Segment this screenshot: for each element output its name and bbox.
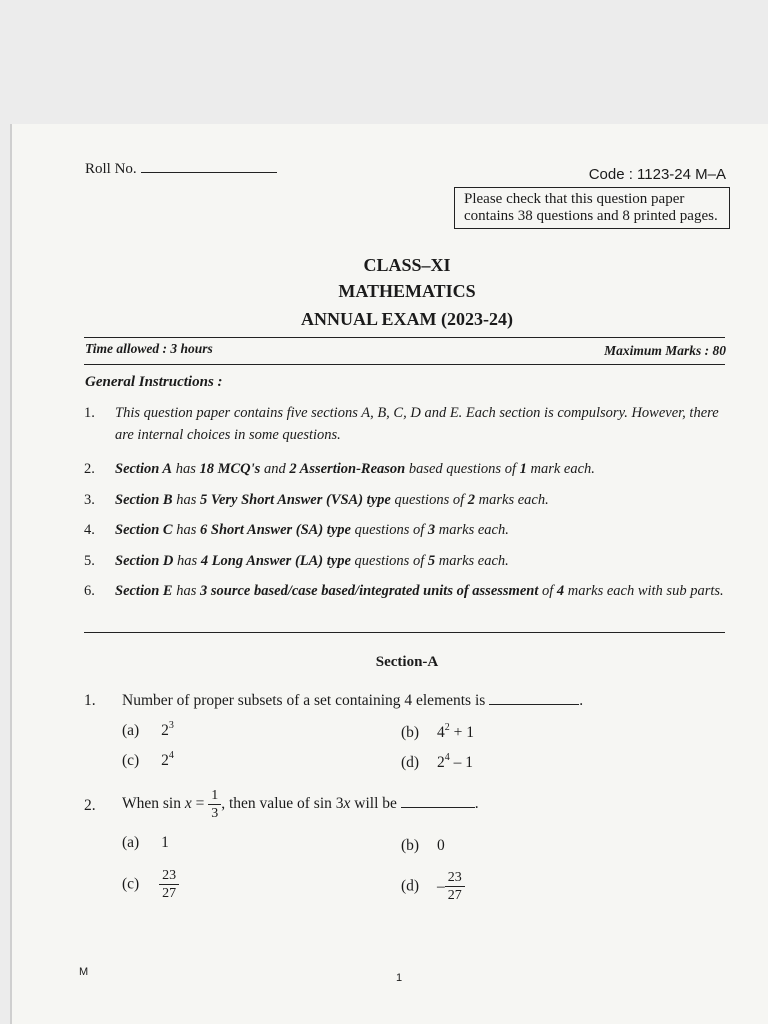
instructions-title: General Instructions :: [85, 374, 223, 390]
instruction-item: [84, 402, 728, 446]
instruction-number: 2.: [84, 461, 95, 477]
q2-option-a: (a) 1: [122, 834, 169, 851]
question-1-text: Number of proper subsets of a set containing 4 elements is .: [122, 692, 584, 709]
instruction-number: 6.: [84, 583, 95, 599]
roll-number-blank: [141, 160, 277, 173]
time-allowed: Time allowed : 3 hours: [85, 341, 213, 356]
question-2-number: 2.: [84, 797, 96, 814]
divider-instructions: [84, 632, 725, 633]
instruction-text: Section B has 5 Very Short Answer (VSA) type questions of 2 marks each.: [115, 492, 549, 508]
instruction-text: Section C has 6 Short Answer (SA) type questions of 3 marks each.: [115, 522, 509, 538]
roll-number-label: Roll No.: [85, 161, 137, 177]
class-title: CLASS–XI: [363, 255, 451, 275]
instruction-item: [84, 489, 728, 511]
answer-blank: [401, 795, 475, 808]
instruction-item: [84, 519, 728, 541]
check-pages-note: Please check that this question paper contains 38 questions and 8 printed pages.: [454, 187, 730, 229]
footer-series-mark: M: [79, 966, 89, 978]
q2-option-b: (b) 0: [401, 837, 445, 854]
instruction-item: [84, 458, 728, 480]
instruction-number: 4.: [84, 522, 95, 538]
instruction-text: Section A has 18 MCQ's and 2 Assertion-Reason based questions of 1 mark each.: [115, 461, 595, 477]
question-1-number: 1.: [84, 692, 96, 709]
answer-blank: [489, 692, 579, 705]
q1-option-c: (c) $2^4$: [122, 750, 174, 769]
fraction: $\frac{23}{27}$: [159, 867, 179, 902]
exam-page: [10, 124, 768, 1024]
divider-bottom: [84, 364, 725, 365]
roll-number-field: [85, 160, 277, 178]
q2-option-c: (c) $\frac{23}{27}$: [122, 867, 179, 902]
instruction-item: [84, 550, 728, 572]
q2-option-d: (d) – $\frac{23}{27}$: [401, 869, 465, 904]
q1-option-a: (a) $2^3$: [122, 720, 174, 739]
instruction-text: This question paper contains five sections A, B, C, D and E. Each section is compulsory. However, there are internal choices in some questions.: [115, 405, 719, 443]
subject-title: MATHEMATICS: [338, 281, 476, 301]
paper-code: Code : 1123-24 M–A: [588, 166, 726, 183]
maximum-marks: Maximum Marks : 80: [604, 343, 726, 358]
question-2-text: When sin x = $\frac{1}{3}$ , then value of sin 3x will be .: [122, 788, 479, 821]
page-number: 1: [396, 972, 403, 984]
section-a-title: Section-A: [375, 654, 439, 670]
instruction-number: 5.: [84, 553, 95, 569]
instruction-item: [84, 580, 728, 602]
q1-option-d: (d) $2^4 - 1$: [401, 752, 473, 771]
instruction-number: 1.: [84, 405, 95, 421]
q1-option-b: (b) $4^2 + 1$: [401, 722, 474, 741]
instruction-text: Section D has 4 Long Answer (LA) type questions of 5 marks each.: [115, 553, 509, 569]
exam-title: ANNUAL EXAM (2023-24): [301, 309, 513, 329]
instruction-text: Section E has 3 source based/case based/integrated units of assessment of 4 marks each with sub parts.: [115, 583, 724, 599]
instruction-number: 3.: [84, 492, 95, 508]
fraction: $\frac{1}{3}$: [208, 787, 221, 822]
fraction: $\frac{23}{27}$: [445, 869, 465, 904]
divider-top: [84, 337, 725, 338]
